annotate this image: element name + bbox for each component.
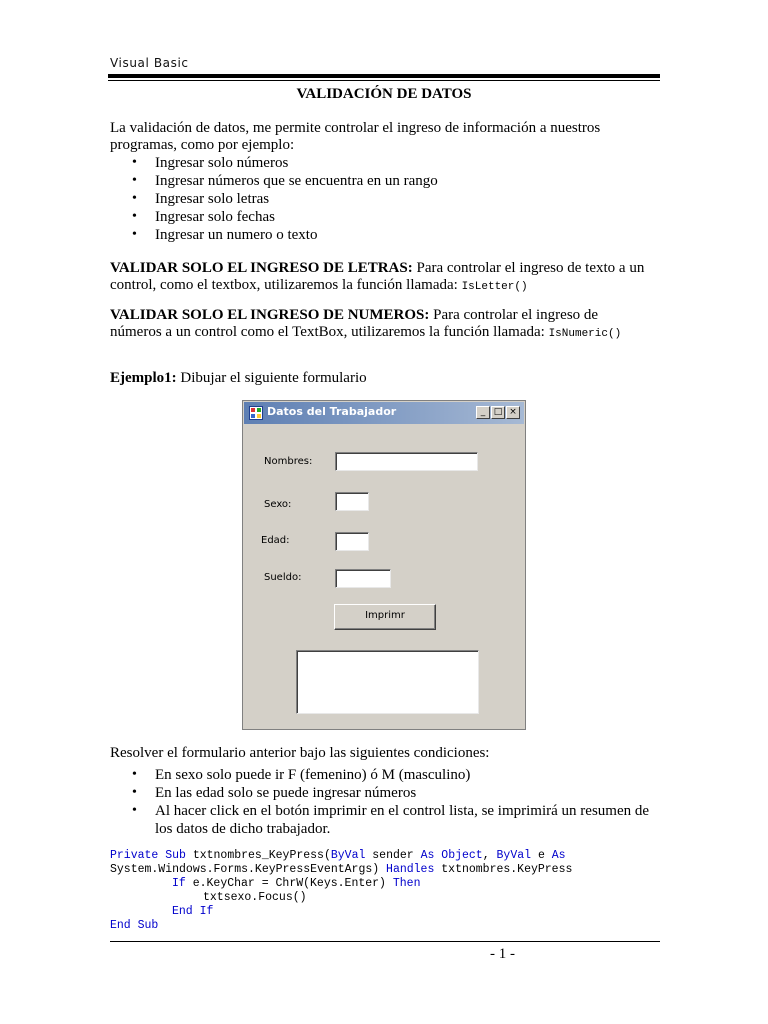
footer-rule <box>110 941 660 942</box>
numeros-heading: VALIDAR SOLO EL INGRESO DE NUMEROS: <box>110 307 430 323</box>
header-label: Visual Basic <box>110 56 189 70</box>
form-window-icon <box>249 406 263 420</box>
edad-input[interactable] <box>335 532 369 551</box>
ejemplo-text: Dibujar el siguiente formulario <box>176 370 367 386</box>
sueldo-label: Sueldo: <box>264 572 302 583</box>
page-title: VALIDACIÓN DE DATOS <box>296 86 472 102</box>
numeros-paragraph <box>110 307 650 343</box>
nombres-label: Nombres: <box>264 456 313 467</box>
ejemplo-label: Ejemplo1: <box>110 370 177 386</box>
intro-paragraph: La validación de datos, me permite controlar el ingreso de información a nuestros programas, como por ejemplo: <box>110 120 601 153</box>
nombres-input[interactable] <box>335 452 478 471</box>
resolver-paragraph: Resolver el formulario anterior bajo las siguientes condiciones: <box>110 745 490 761</box>
list-item: • En sexo solo puede ir F (femenino) ó M (masculino) <box>110 766 670 784</box>
letras-heading: VALIDAR SOLO EL INGRESO DE LETRAS: <box>110 260 413 276</box>
page-number: - 1 - <box>490 946 515 962</box>
validation-types-list <box>110 154 650 244</box>
output-listbox[interactable] <box>296 650 479 714</box>
list-item: • Ingresar solo fechas <box>110 208 650 226</box>
code-line: End If <box>172 905 214 918</box>
list-item: • Ingresar solo letras <box>110 190 650 208</box>
list-item: • Ingresar un numero o texto <box>110 226 650 244</box>
ejemplo-paragraph <box>110 370 650 387</box>
list-item: • Al hacer click en el botón imprimir en el control lista, se imprimirá un resumen de los datos de dicho trabajador. <box>110 802 670 838</box>
code-line: If e.KeyChar = ChrW(Keys.Enter) Then <box>172 877 421 890</box>
conditions-list <box>110 766 670 838</box>
code-line: Private Sub txtnombres_KeyPress(ByVal sender As Object, ByVal e As <box>110 849 566 862</box>
code-line: txtsexo.Focus() <box>203 891 307 904</box>
form-window <box>242 400 526 730</box>
sueldo-input[interactable] <box>335 569 391 588</box>
list-item: • Ingresar solo números <box>110 154 650 172</box>
numeros-text: Para controlar el ingreso de números a un control como el TextBox, utilizaremos la función llamada: <box>110 307 599 340</box>
close-button[interactable]: × <box>506 406 520 419</box>
minimize-button[interactable]: _ <box>476 406 490 419</box>
letras-paragraph <box>110 260 650 296</box>
letras-text: Para controlar el ingreso de texto a un control, como el textbox, utilizaremos la función llamada: <box>110 260 645 293</box>
code-block <box>110 849 572 933</box>
sexo-label: Sexo: <box>264 499 292 510</box>
form-title: Datos del Trabajador <box>267 405 397 418</box>
edad-label: Edad: <box>261 535 290 546</box>
form-titlebar <box>244 402 524 424</box>
code-line: System.Windows.Forms.KeyPressEventArgs) Handles txtnombres.KeyPress <box>110 863 573 876</box>
isnumeric-function: IsNumeric() <box>548 328 622 340</box>
code-line: End Sub <box>110 919 159 932</box>
list-item: • Ingresar números que se encuentra en un rango <box>110 172 650 190</box>
header-rule-thin <box>108 80 660 81</box>
sexo-input[interactable] <box>335 492 369 511</box>
imprimir-button[interactable]: Imprimr <box>334 604 436 630</box>
header-rule <box>108 74 660 78</box>
list-item: • En las edad solo se puede ingresar números <box>110 784 670 802</box>
maximize-button[interactable]: □ <box>491 406 505 419</box>
isletter-function: IsLetter() <box>461 281 528 293</box>
